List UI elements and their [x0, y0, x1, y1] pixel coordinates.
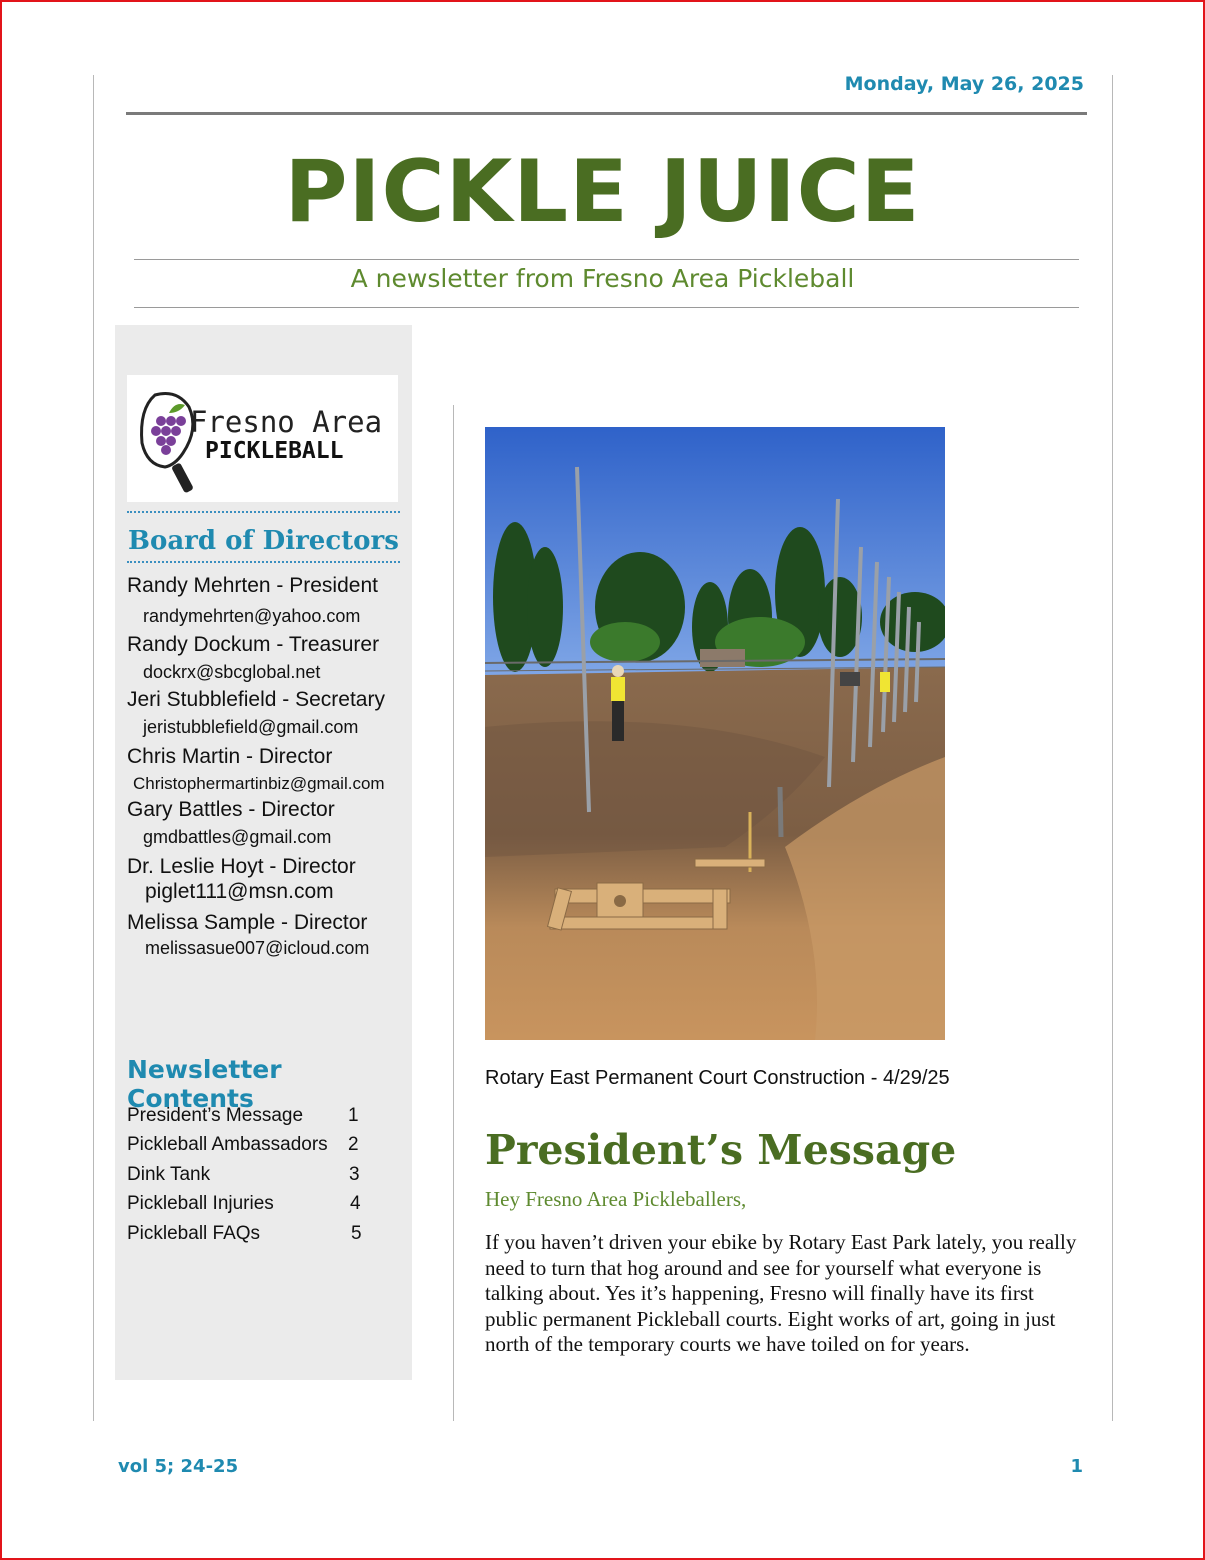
- toc-item[interactable]: Pickleball Injuries: [127, 1193, 274, 1214]
- board-bottom-dotted-rule: [127, 561, 400, 563]
- footer-page-number: 1: [1070, 1456, 1083, 1477]
- subtitle-bottom-rule: [134, 307, 1079, 308]
- director-name: Randy Mehrten - President: [127, 574, 378, 597]
- director-name: Gary Battles - Director: [127, 798, 335, 821]
- club-logo: [127, 375, 398, 502]
- pickleball-paddle-icon: [137, 387, 207, 497]
- director-email[interactable]: gmdbattles@gmail.com: [143, 827, 332, 847]
- toc-item[interactable]: President’s Message: [127, 1105, 304, 1126]
- logo-text-line2: PICKLEBALL: [205, 438, 344, 464]
- director-email[interactable]: randymehrten@yahoo.com: [143, 606, 361, 626]
- article-greeting: Hey Fresno Area Pickleballers,: [485, 1187, 747, 1211]
- director-name: Jeri Stubblefield - Secretary: [127, 688, 385, 711]
- masthead-title: PICKLE JUICE: [284, 142, 921, 242]
- toc-item[interactable]: Pickleball Ambassadors: [127, 1134, 328, 1155]
- director-email[interactable]: Christophermartinbiz@gmail.com: [133, 774, 385, 793]
- article-title: President’s Message: [485, 1126, 957, 1174]
- construction-site-illustration: [485, 427, 945, 1040]
- footer-volume: vol 5; 24-25: [118, 1456, 239, 1477]
- toc-page-number: 4: [350, 1193, 361, 1214]
- toc-page-number: 5: [351, 1223, 362, 1244]
- column-divider: [453, 405, 454, 1421]
- director-email[interactable]: piglet111@msn.com: [145, 880, 334, 903]
- article-body: If you haven’t driven your ebike by Rotary East Park lately, you really need to turn that hog around and see for yourself what everyone is talking about. Yes it’s happening, Fresno will finally have its first public permanent Pickleball courts. Eight works of art, going in just north of the temporary courts we have toiled on for years.: [485, 1230, 1077, 1357]
- toc-page-number: 2: [348, 1134, 359, 1155]
- director-name: Melissa Sample - Director: [127, 911, 368, 934]
- toc-page-number: 1: [348, 1105, 359, 1126]
- sidebar: [115, 325, 412, 1380]
- photo-caption: Rotary East Permanent Court Construction - 4/29/25: [485, 1067, 950, 1089]
- toc-page-number: 3: [349, 1164, 360, 1185]
- logo-text-line1: Fresno Area: [190, 405, 383, 439]
- toc-item[interactable]: Dink Tank: [127, 1164, 211, 1185]
- director-email[interactable]: melissasue007@icloud.com: [145, 938, 370, 958]
- masthead-top-rule: [126, 112, 1087, 115]
- director-name: Dr. Leslie Hoyt - Director: [127, 855, 356, 878]
- newsletter-contents-heading: Newsletter Contents: [127, 1055, 282, 1113]
- board-of-directors-heading: Board of Directors: [128, 526, 399, 556]
- director-name: Randy Dockum - Treasurer: [127, 633, 380, 656]
- toc-item[interactable]: Pickleball FAQs: [127, 1223, 261, 1244]
- director-name: Chris Martin - Director: [127, 745, 333, 768]
- issue-date: Monday, May 26, 2025: [844, 73, 1084, 95]
- director-email[interactable]: jeristubblefield@gmail.com: [143, 717, 359, 737]
- board-top-dotted-rule: [127, 511, 400, 513]
- subtitle-top-rule: [134, 259, 1079, 260]
- court-construction-photo: [485, 427, 945, 1040]
- director-email[interactable]: dockrx@sbcglobal.net: [143, 662, 321, 682]
- masthead-subtitle: A newsletter from Fresno Area Pickleball: [350, 264, 855, 293]
